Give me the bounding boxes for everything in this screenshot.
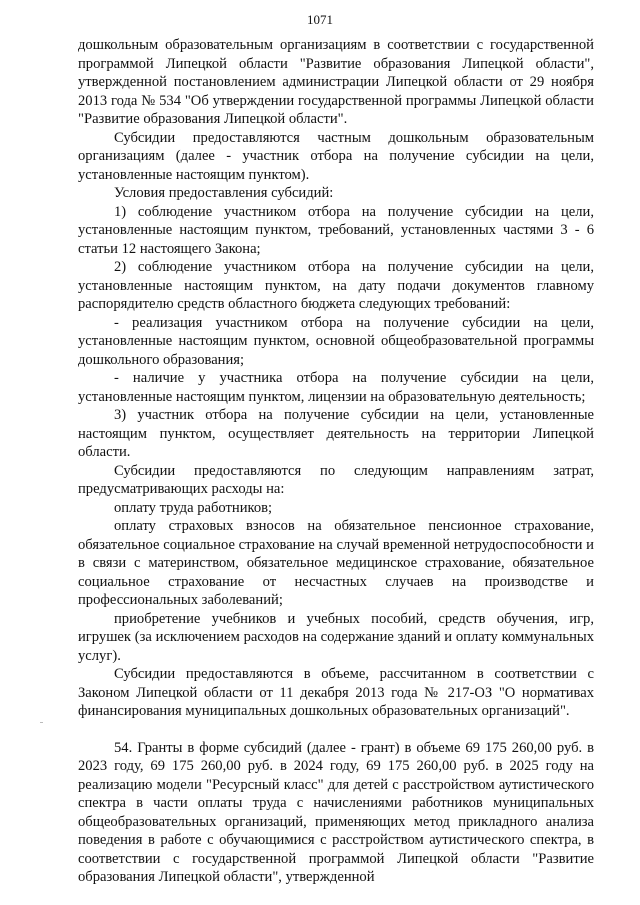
paragraph-condition-1: 1) соблюдение участником отбора на получение субсидии на цели, установленные настоящим пунктом, требований, установленных частями 3 - 6 статьи 12 настоящего Закона; xyxy=(78,203,594,257)
paragraph-subsidy-volume: Субсидии предоставляются в объеме, рассчитанном в соответствии с Законом Липецкой области от 11 декабря 2013 года № 217-ОЗ "О нормативах финансирования муниципальных дошкольных образовательных организаций". xyxy=(78,666,594,719)
paragraph-expense-materials: приобретение учебников и учебных пособий, средств обучения, игр, игрушек (за исключением расходов на содержание зданий и оплату коммунальных услуг). xyxy=(78,610,594,664)
paragraph-expense-directions: Субсидии предоставляются по следующим направлениям затрат, предусматривающих расходы на: xyxy=(78,462,594,497)
paragraph-expense-salary: оплату труда работников; xyxy=(114,499,273,516)
paragraph-requirement-license: - наличие у участника отбора на получение субсидии на цели, установленные настоящим пунктом, лицензии на образовательную деятельность; xyxy=(78,370,594,405)
paragraph-subsidy-recipients: Субсидии предоставляются частным дошкольным образовательным организациям (далее - участник отбора на получение субсидии на цели, установленные настоящим пунктом). xyxy=(78,129,594,183)
document-body xyxy=(78,36,594,887)
paragraph-requirement-program: - реализация участником отбора на получение субсидии на цели, установленные настоящим пунктом, основной общеобразовательной программы дошкольного образования; xyxy=(78,314,594,368)
paragraph-expense-insurance: оплату страховых взносов на обязательное пенсионное страхование, обязательное социальное страхование на случай временной нетрудоспособности и в связи с материнством, обязательное медицинское страхование, обязательное социальное страхование от несчастных случаев на производстве и профессиональных заболеваний; xyxy=(78,518,594,608)
paragraph-item-54-grants: 54. Гранты в форме субсидий (далее - грант) в объеме 69 175 260,00 руб. в 2023 году, 69 175 260,00 руб. в 2024 году, 69 175 260,00 руб. в 2025 году на реализацию модели "Ресурсный класс" для детей с расстройством аутистического спектра в части оплаты труда с начислениями работников муниципальных общеобразовательных организаций, применяющих метод прикладного анализа поведения в работе с обучающимися с расстройством аутистического спектра, в соответствии с государственной программой Липецкой области "Развитие образования Липецкой области", утвержденной xyxy=(78,739,594,885)
paragraph-condition-2: 2) соблюдение участником отбора на получение субсидии на цели, установленные настоящим пунктом, на дату подачи документов главному распорядителю средств областного бюджета следующих требований: xyxy=(78,259,594,312)
paragraph-gap xyxy=(78,721,594,739)
paragraph-continuation: дошкольным образовательным организациям в соответствии с государственной программой Липецкой области "Развитие образования Липецкой области", утвержденной постановлением администрации Липецкой области от 29 ноября 2013 года № 534 "Об утверждении государственной программы Липецкой области "Развитие образования Липецкой области". xyxy=(78,37,594,127)
paragraph-condition-3: 3) участник отбора на получение субсидии на цели, установленные настоящим пунктом, осуществляет деятельность на территории Липецкой области. xyxy=(78,407,594,460)
paragraph-conditions-heading: Условия предоставления субсидий: xyxy=(114,185,334,201)
margin-mark xyxy=(40,722,43,723)
page-number: 1071 xyxy=(307,12,333,27)
